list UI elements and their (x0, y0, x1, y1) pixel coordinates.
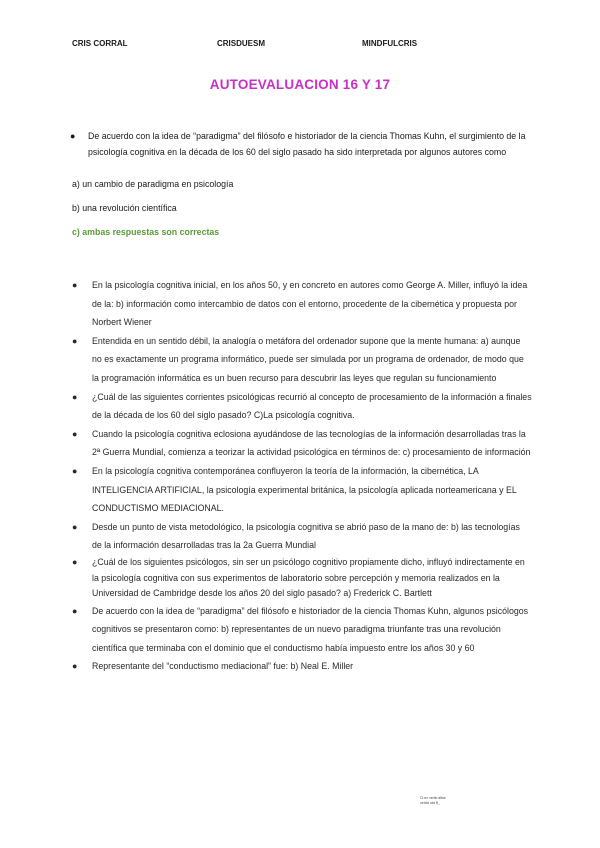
list-item-text: ¿Cuál de las siguientes corrientes psicológicas recurrió al concepto de procesamiento de la información a finales de la década de los 60 del siglo pasado? C)La psicología cognitiva. (92, 391, 532, 421)
bullet-icon: ● (72, 661, 78, 672)
list-item-text: Representante del “conductismo mediacional” fue: b) Neal E. Miller (92, 661, 354, 672)
list-item (72, 602, 532, 658)
answers-list (72, 276, 532, 676)
header-author: CRIS CORRAL (72, 39, 128, 48)
list-item-text: En la psicología cognitiva inicial, en los años 50, y en concreto en autores como George A. Miller, influyó la idea de la: b) información como intercambio de datos con el entorno, procedente de la cibernética y propuesta por Norbert Wiener (92, 280, 528, 328)
header-handle: MINDFULCRIS (362, 39, 418, 48)
page-title: AUTOEVALUACION 16 Y 17 (209, 77, 391, 92)
bullet-icon: ● (72, 428, 78, 439)
list-item-text: De acuerdo con la idea de “paradigma” del filósofo e historiador de la ciencia Thomas Kuhn, algunos psicólogos cognitivos se presentaron como: b) representantes de un nuevo paradigma triunfante tras una revolución científica que terminaba con el dominio que el conductismo había impuesto entre los años 30 y 60 (92, 605, 529, 653)
list-item (72, 332, 532, 388)
list-item-text: Desde un punto de vista metodológico, la psicología cognitiva se abrió paso de la mano de: b) las tecnologías de la información desarrolladas tras la 2a Guerra Mundial (92, 521, 520, 551)
page-header (0, 39, 600, 53)
bullet-icon: ● (70, 131, 76, 141)
bullet-icon: ● (72, 335, 78, 346)
question-1-text: De acuerdo con la idea de “paradigma” del filósofo e historiador de la ciencia Thomas Kuhn, el surgimiento de la psicología cognitiva en la década de los 60 del siglo pasado ha sido interpretada por algunos autores como (88, 131, 526, 157)
bullet-icon: ● (72, 605, 78, 616)
list-item (72, 388, 532, 425)
list-item-text: Cuando la psicología cognitiva eclosiona ayudándose de las tecnologías de la información desarrolladas tras la 2ª Guerra Mundial, comienza a teorizar la actividad psicológica en términos de: c) procesamiento de información (92, 428, 531, 458)
header-username: CRISDUESM (217, 39, 266, 48)
footer-note: Cl ev vertic alfse vertici obt ft_ (420, 796, 446, 805)
list-item (72, 518, 532, 555)
list-item (72, 555, 532, 602)
bullet-icon: ● (72, 280, 78, 290)
bullet-icon: ● (72, 465, 78, 476)
list-item (72, 462, 532, 518)
question-1-option-b: b) una revolución científica (72, 203, 177, 213)
question-1-option-c-correct: c) ambas respuestas son correctas (72, 227, 220, 237)
bullet-icon: ● (72, 521, 78, 532)
list-item (72, 276, 532, 332)
list-item (72, 425, 532, 462)
list-item-text: En la psicología cognitiva contemporánea confluyeron la teoría de la información, la cibernética, LA INTELIGENCIA ARTIFICIAL, la psicología experimental británica, la psicología aplicada norteamericana y EL CONDUCTISMO MEDIACIONAL. (92, 465, 517, 514)
list-item-text: Entendida en un sentido débil, la analogía o metáfora del ordenador supone que la mente humana: a) aunque no es exactamente un programa informático, puede ser simulada por un programa de ordenador, de modo que la programación informática es un buen recurso para descubrir las leyes que regulan su funcionamiento (92, 335, 524, 383)
bullet-icon: ● (72, 391, 78, 402)
question-1 (70, 128, 528, 160)
question-1-option-a: a) un cambio de paradigma en psicología (72, 179, 234, 189)
list-item-text: ¿Cuál de los siguientes psicólogos, sin ser un psicólogo cognitivo propiamente dicho, influyó indirectamente en la psicología cognitiva con sus experimentos de laboratorio sobre percepción y memoria realizados en la Universidad de Cambridge desde los años 20 del siglo pasado? a) Frederick C. Bartlett (92, 556, 525, 599)
bullet-icon: ● (72, 556, 78, 567)
list-item (72, 657, 532, 676)
